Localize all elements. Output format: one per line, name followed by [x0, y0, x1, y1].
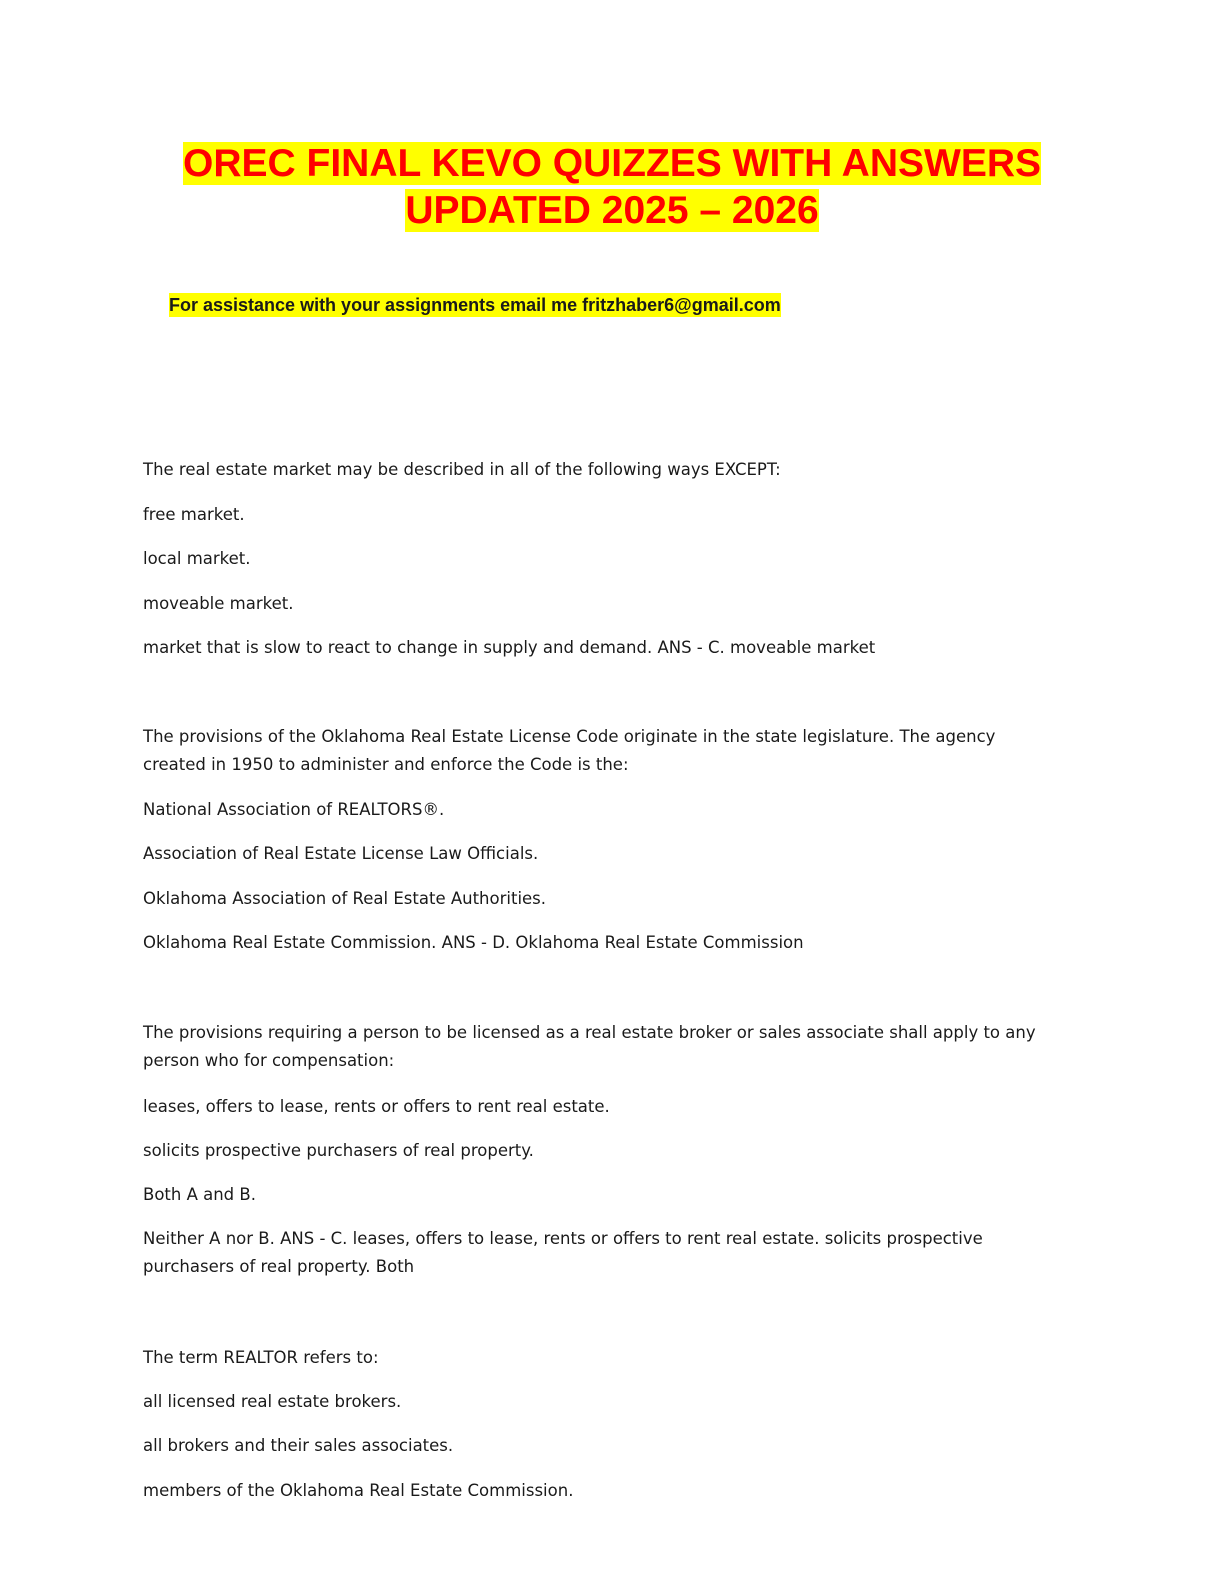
title-line-1: OREC FINAL KEVO QUIZZES WITH ANSWERS [182, 142, 1042, 185]
question-1-prompt: The real estate market may be described in all of the following ways EXCEPT: [143, 460, 781, 479]
question-3-option: leases, offers to lease, rents or offers to rent real estate. [143, 1097, 610, 1116]
question-1-option: free market. [143, 505, 245, 524]
question-2-answer: Oklahoma Real Estate Commission. ANS - D. Oklahoma Real Estate Commission [143, 933, 804, 952]
question-4-option: members of the Oklahoma Real Estate Commission. [143, 1481, 574, 1500]
question-2-option: Association of Real Estate License Law Officials. [143, 844, 539, 863]
question-1-option: moveable market. [143, 594, 294, 613]
question-2-option: National Association of REALTORS®. [143, 800, 445, 819]
question-3-prompt: The provisions requiring a person to be licensed as a real estate broker or sales associate shall apply to any person who for compensation: [143, 1023, 1036, 1070]
question-4-option: all licensed real estate brokers. [143, 1392, 402, 1411]
question-3-option: Both A and B. [143, 1185, 256, 1204]
question-4-prompt: The term REALTOR refers to: [143, 1348, 379, 1367]
question-1-answer: market that is slow to react to change in supply and demand. ANS - C. moveable market [143, 638, 876, 657]
document-title [0, 140, 1224, 234]
question-3-answer: Neither A nor B. ANS - C. leases, offers to lease, rents or offers to rent real estate. solicits prospective purchasers of real property. Both [143, 1229, 983, 1276]
question-2-prompt: The provisions of the Oklahoma Real Estate License Code originate in the state legislature. The agency created in 1950 to administer and enforce the Code is the: [143, 727, 996, 774]
title-line-2: UPDATED 2025 – 2026 [405, 189, 819, 232]
question-1-option: local market. [143, 549, 251, 568]
question-2-option: Oklahoma Association of Real Estate Authorities. [143, 889, 547, 908]
question-3-option: solicits prospective purchasers of real property. [143, 1141, 534, 1160]
question-4-option: all brokers and their sales associates. [143, 1436, 454, 1455]
assistance-note: For assistance with your assignments email me fritzhaber6@gmail.com [169, 295, 781, 315]
